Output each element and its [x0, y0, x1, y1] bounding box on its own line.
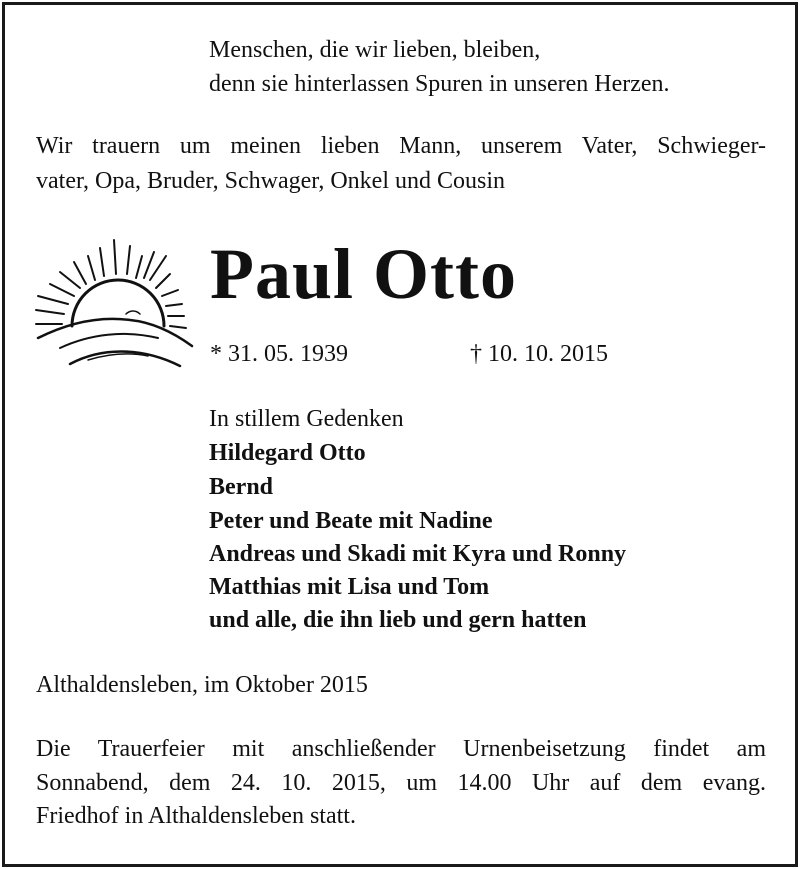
- intro-line-1: Wir trauern um meinen lieben Mann, unserem Vater, Schwieger-: [36, 133, 766, 159]
- funeral-line-2: Sonnabend, dem 24. 10. 2015, um 14.00 Uhr auf dem evang.: [36, 770, 766, 796]
- mourner-name: Andreas und Skadi mit Kyra und Ronny: [209, 541, 627, 567]
- funeral-line-1: Die Trauerfeier mit anschließender Urnenbeisetzung findet am: [36, 736, 766, 762]
- mourner-name: Matthias mit Lisa und Tom: [209, 574, 490, 600]
- mourners-heading: In stillem Gedenken: [209, 406, 404, 432]
- mourner-name: Peter und Beate mit Nadine: [209, 508, 493, 534]
- death-date: † 10. 10. 2015: [470, 341, 608, 367]
- deceased-name: Paul Otto: [210, 234, 517, 314]
- place-date: Althaldensleben, im Oktober 2015: [36, 672, 368, 698]
- mourner-name: und alle, die ihn lieb und gern hatten: [209, 607, 587, 633]
- quote-line-1: Menschen, die wir lieben, bleiben,: [209, 37, 541, 63]
- mourner-name: Bernd: [209, 474, 274, 500]
- birth-date: * 31. 05. 1939: [210, 341, 348, 367]
- intro-line-2: vater, Opa, Bruder, Schwager, Onkel und Cousin: [36, 168, 506, 194]
- funeral-line-3: Friedhof in Althaldensleben statt.: [36, 803, 356, 829]
- mourner-name: Hildegard Otto: [209, 440, 366, 466]
- quote-line-2: denn sie hinterlassen Spuren in unseren Herzen.: [209, 71, 670, 97]
- sunset-over-hills-icon: [30, 234, 200, 374]
